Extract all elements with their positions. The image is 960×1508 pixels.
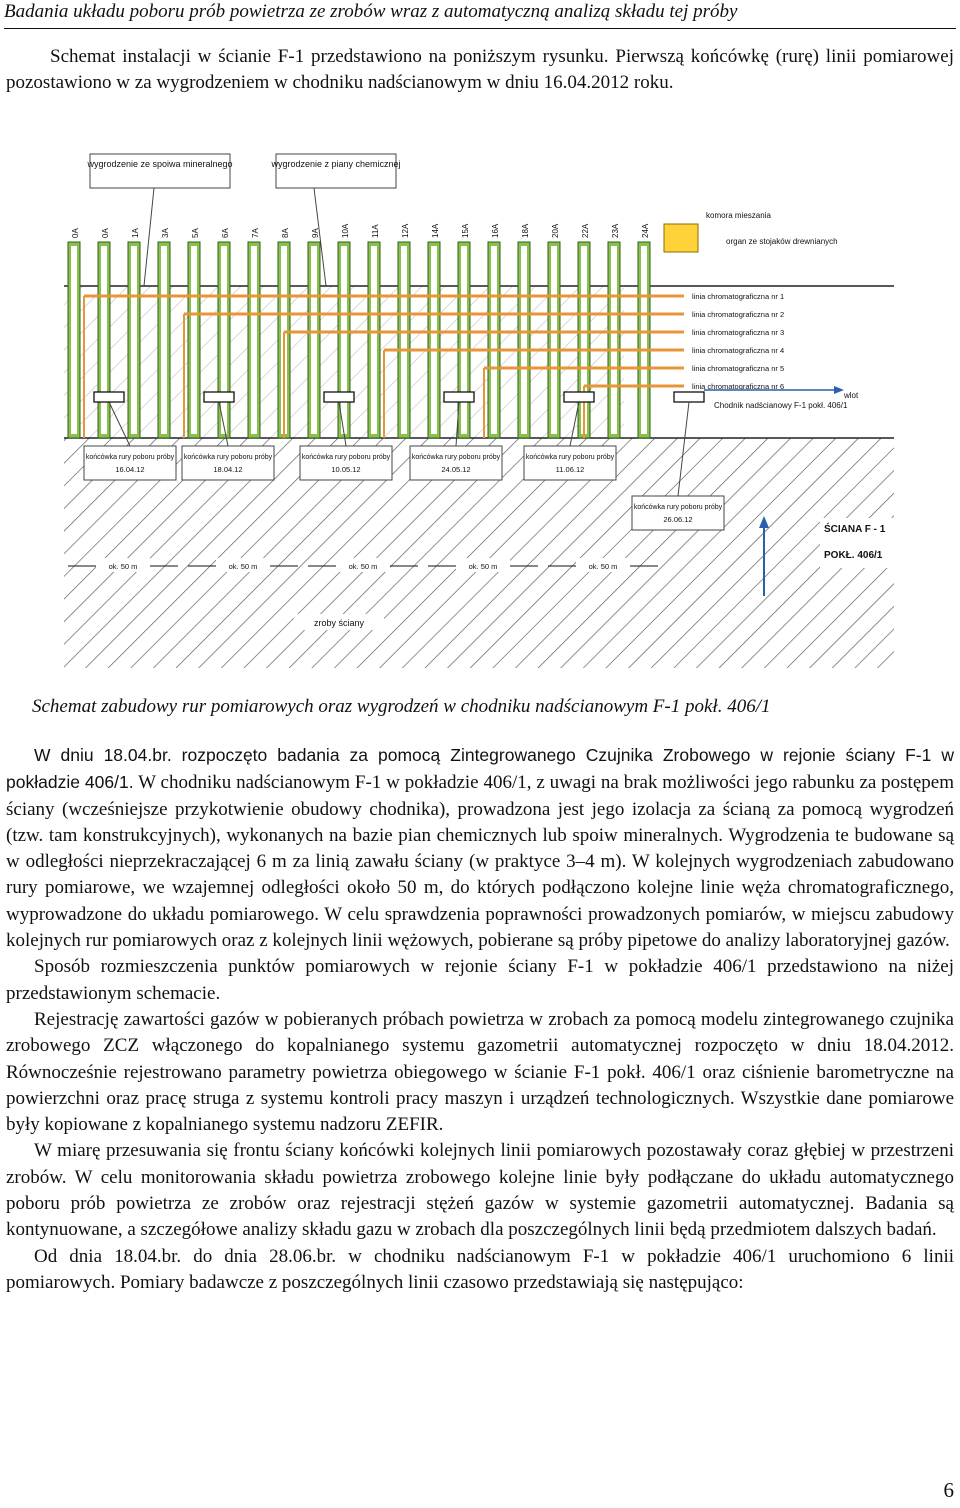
spacing-label-1: ok. 50 m [108, 562, 138, 571]
callout-text-2: końcówka rury poboru próby [183, 454, 273, 461]
roof-support-core-5 [221, 246, 227, 434]
schematic-drawing [64, 146, 894, 668]
paragraph-1-text: W chodniku nadścianowym F-1 w pokładzie 406/1, z uwagi na brak możliwości jego rabunku za postępem ściany (wcześniejsze przykotwienie obudowy chodnika), prowadzona jest jego izolacja za ścianą za pomocą wygrodzeń (tzw. tam konstrukcyjnych), wykonanych na bazie pian chemicznych lub spoiw mineralnych. Wygrodzenia te budowane są w odległości nieprzekraczającej 6 m za linią zawału ściany (w praktyce 3–4 m). W kolejnych wygrodzeniach zabudowano rury pomiarowe, we wzajemnej odległości około 50 m, do których podłączono kolejne linie węża chromatograficznego, wyprowadzone do układu pomiarowego. W celu sprawdzenia poprawności prowadzonych pomiarów, w miejscu zabudowy kolejnych rur pomiarowych oraz z kolejnych linii wężowych, pobierane są próby pipetowe do analizy laboratoryjnej gazów. [6, 772, 954, 952]
support-label-15: 18A [521, 223, 530, 238]
callout-text-6: końcówka rury poboru próby [633, 504, 723, 511]
paragraph-1 [6, 742, 954, 954]
callout-date-5: 11.06.12 [555, 465, 585, 474]
roof-support-core-6 [251, 246, 257, 434]
callout-date-1: 16.04.12 [115, 465, 145, 474]
intro-paragraph [6, 44, 954, 96]
roof-support-core-12 [431, 246, 437, 434]
callout-box-4 [410, 446, 502, 480]
roof-support-core-2 [131, 246, 137, 434]
label-gob: zroby ściany [313, 618, 365, 628]
callout-date-2: 18.04.12 [213, 465, 243, 474]
roof-support-core-18 [611, 246, 617, 434]
paragraph-5: Od dnia 18.04.br. do dnia 28.06.br. w chodniku nadścianowym F-1 w pokładzie 406/1 uruchomiono 6 linii pomiarowych. Pomiary badawcze z poszczególnych linii czasowo przedstawiają się następująco: [6, 1245, 954, 1293]
roof-support-core-13 [461, 246, 467, 434]
label-seam: POKŁ. 406/1 [824, 550, 883, 561]
paragraph-2: Sposób rozmieszczenia punktów pomiarowych w rejonie ściany F-1 w pokładzie 406/1 przedstawiono na niżej przedstawionym schemacie. [6, 956, 954, 1004]
support-label-9: 10A [341, 223, 350, 238]
callout-box-6 [632, 496, 724, 530]
callout-text-5: końcówka rury poboru próby [525, 454, 615, 461]
mixing-chamber [664, 224, 698, 252]
stopping-1 [94, 392, 124, 402]
support-label-10: 11A [371, 224, 380, 238]
roof-support-core-15 [521, 246, 527, 434]
callout-date-6: 26.06.12 [663, 515, 693, 524]
roof-support-core-3 [161, 246, 167, 434]
label-timber-props: organ ze stojaków drewnianych [726, 237, 838, 246]
support-label-8: 9A [311, 228, 320, 238]
spacing-label-2: ok. 50 m [228, 562, 258, 571]
callout-date-4: 24.05.12 [441, 465, 471, 474]
callout-box-1 [84, 446, 176, 480]
support-label-6: 7A [251, 228, 260, 238]
callout-text-4: końcówka rury poboru próby [411, 454, 501, 461]
spacing-label-4: ok. 50 m [468, 562, 498, 571]
caption-text: Schemat zabudowy rur pomiarowych oraz wygrodzeń w chodniku nadścianowym F-1 pokł. 406/1 [32, 696, 771, 717]
support-label-16: 20A [551, 223, 560, 238]
support-label-0: 0A [71, 228, 80, 238]
roof-support-core-11 [401, 246, 407, 434]
support-label-14: 16A [491, 223, 500, 238]
stopping-3 [324, 392, 354, 402]
roof-support-core-19 [641, 246, 647, 434]
hose-label-1: linia chromatograficzna nr 1 [692, 292, 785, 301]
figure-caption [32, 694, 932, 720]
support-label-3: 3A [161, 228, 170, 238]
support-label-19: 24A [641, 223, 650, 238]
stopping-2 [204, 392, 234, 402]
paragraph-3: Rejestrację zawartości gazów w pobieranych próbach powietrza w zrobach za pomocą modelu zintegrowanego czujnika zrobowego ZCZ włączonego do kopalnianego systemu gazometrii automatycznej rozpoczęto w dniu 18.04.2012. Równocześnie rejestrowano parametry powietrza obiegowego w ścianie F-1 pokł. 406/1 oraz ciśnienie barometryczne na powierzchni oraz pracę struga z systemu kontroli pracy maszyn i urządzeń technologicznych. Wszystkie dane pomiarowe były kopiowane z kopalnianego systemu nadzoru ZEFIR. [6, 1008, 954, 1136]
hose-label-6: linia chromatograficzna nr 6 [692, 382, 785, 391]
callout-box-2 [182, 446, 274, 480]
support-label-2: 1A [131, 228, 140, 238]
label-mixing-chamber: komora mieszania [706, 211, 771, 220]
support-label-7: 8A [281, 228, 290, 238]
roof-support-core-16 [551, 246, 557, 434]
hose-label-4: linia chromatograficzna nr 4 [692, 346, 785, 355]
stopping-5 [564, 392, 594, 402]
callout-box-3 [300, 446, 392, 480]
roof-support-core-14 [491, 246, 497, 434]
stopping-4 [444, 392, 474, 402]
spacing-label-5: ok. 50 m [588, 562, 618, 571]
callout-box-5 [524, 446, 616, 480]
support-label-5: 6A [221, 228, 230, 238]
stopping-6 [674, 392, 704, 402]
callout-date-3: 10.05.12 [331, 465, 361, 474]
roof-support-core-9 [341, 246, 347, 434]
support-label-1: 0A [101, 228, 110, 238]
roof-support-core-8 [311, 246, 317, 434]
running-title: Badania układu poboru prób powietrza ze zrobów wraz z automatyczną analizą składu tej próby [4, 1, 738, 22]
callout-text-1: końcówka rury poboru próby [85, 454, 175, 461]
hose-label-5: linia chromatograficzna nr 5 [692, 364, 785, 373]
hose-label-2: linia chromatograficzna nr 2 [692, 310, 785, 319]
running-header [4, 0, 956, 29]
intro-text: Schemat instalacji w ścianie F-1 przedstawiono na poniższym rysunku. Pierwszą końcówkę (rurę) linii pomiarowej pozostawiono w za wygrodzeniem w chodniku nadścianowym w dniu 16.04.2012 roku. [6, 46, 954, 93]
roof-support-core-1 [101, 246, 107, 434]
support-label-13: 15A [461, 223, 470, 238]
label-mineral-stopping: wygrodzenie ze spoiwa mineralnego [87, 159, 233, 169]
roof-support-core-0 [71, 246, 77, 434]
installation-schematic [64, 146, 894, 668]
hose-label-3: linia chromatograficzna nr 3 [692, 328, 785, 337]
paragraph-4: W miarę przesuwania się frontu ściany końcówki kolejnych linii pomiarowych pozostawały coraz głębiej w przestrzeni zrobów. W celu monitorowania składu powietrza zrobowego kolejne linie były podłączane do układu automatycznego poboru prób powietrza ze zrobów oraz rejestracji stężeń gazów w systemie gazometrii automatycznej. Badania są kontynuowane, a szczegółowe analizy składu gazu w zrobach dla poszczególnych linii będą przedmiotem dalszych badań. [6, 1140, 954, 1241]
callout-text-3: końcówka rury poboru próby [301, 454, 391, 461]
paragraph-1-lead: W dniu 18.04.br. rozpoczęto badania za pomocą Zintegrowanego Czujnika Zrobowego w rejonie ściany F-1 w pokładzie 406/1. [6, 745, 954, 793]
support-label-12: 14A [431, 223, 440, 238]
label-chemical-stopping: wygrodzenie z piany chemicznej [271, 159, 401, 169]
label-inlet: wlot [844, 391, 859, 400]
support-label-18: 23A [611, 223, 620, 238]
body-text [6, 742, 954, 1296]
roof-support-core-10 [371, 246, 377, 434]
page-number: 6 [943, 1478, 954, 1502]
support-label-17: 22A [581, 223, 590, 238]
roof-support-core-4 [191, 246, 197, 434]
label-gallery: Chodnik nadścianowy F-1 pokł. 406/1 [714, 401, 848, 410]
label-longwall: ŚCIANA F - 1 [824, 524, 886, 535]
support-label-11: 12A [401, 223, 410, 238]
support-label-4: 5A [191, 228, 200, 238]
spacing-label-3: ok. 50 m [348, 562, 378, 571]
